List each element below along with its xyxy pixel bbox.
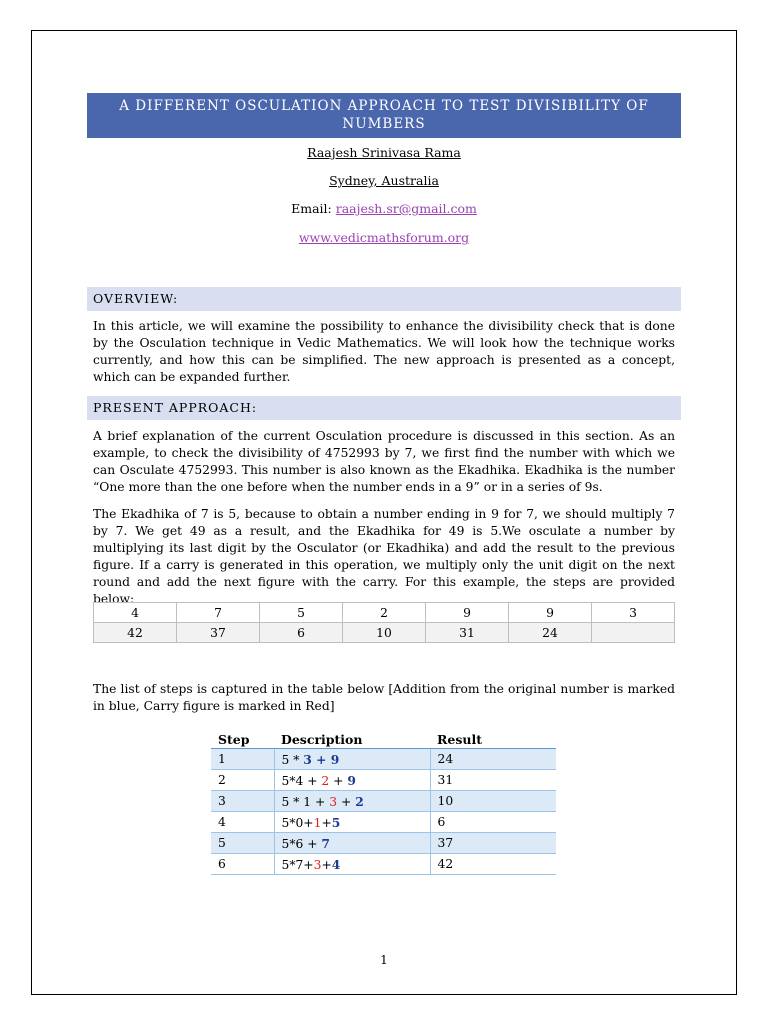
step-description [274, 812, 430, 833]
step-number: 1 [211, 749, 274, 770]
steps-table [211, 730, 556, 875]
email-link[interactable]: raajesh.sr@gmail.com [335, 201, 477, 216]
step-number: 2 [211, 770, 274, 791]
desc-text: 5*4 + [281, 773, 322, 788]
desc-text: + [321, 857, 332, 872]
step-description [274, 770, 430, 791]
step-result: 6 [430, 812, 556, 833]
step-number: 4 [211, 812, 274, 833]
digit-cell: 4 [94, 603, 177, 623]
step-description [274, 854, 430, 875]
added-figure: 4 [331, 856, 341, 872]
overview-heading: OVERVIEW: [87, 287, 681, 311]
result-cell: 42 [94, 623, 177, 643]
desc-text: 5*0+ [281, 815, 314, 830]
header-result: Result [430, 730, 556, 749]
present-paragraph-2: The Ekadhika of 7 is 5, because to obtain a number ending in 9 for 7, we should multiply 7 by 7. We get 49 as a result, and the Ekadhika for 49 is 5.We osculate a number by multiplying its last digit by the Osculator (or Ekadhika) and add the result to the previous figure. If a carry is generated in this operation, we multiply only the unit digit on the next round and add the next figure with the carry. For this example, the steps are provided below: [93, 507, 675, 606]
desc-text: 5 * [281, 752, 304, 767]
desc-text: 5*7+ [281, 857, 314, 872]
step-result: 42 [430, 854, 556, 875]
added-figure: 5 [331, 814, 341, 830]
digit-cell: 3 [592, 603, 675, 623]
added-figure: 2 [355, 793, 364, 809]
step-result: 37 [430, 833, 556, 854]
table-row [211, 854, 556, 875]
carry-figure: 1 [313, 815, 322, 830]
overview-paragraph: In this article, we will examine the possibility to enhance the divisibility check that is done by the Osculation technique in Vedic Mathematics. We will look how the technique works currently, and how this can be simplified. The new approach is presented as a concept, which can be expanded further. [93, 319, 675, 384]
desc-text: + [329, 773, 348, 788]
desc-text: + [321, 815, 332, 830]
desc-text: 5 * 1 + [281, 794, 330, 809]
desc-text: + [337, 794, 356, 809]
carry-figure: 3 [313, 857, 322, 872]
step-result: 31 [430, 770, 556, 791]
author-location: Sydney, Australia [329, 173, 439, 188]
digit-cell: 2 [343, 603, 426, 623]
step-description [274, 833, 430, 854]
author-name: Raajesh Srinivasa Rama [307, 145, 461, 160]
table-row [211, 770, 556, 791]
table-row [211, 791, 556, 812]
step-description [274, 791, 430, 812]
header-description: Description [274, 730, 430, 749]
step-number: 6 [211, 854, 274, 875]
table-row [211, 833, 556, 854]
added-figure: 9 [347, 772, 356, 788]
header-step: Step [211, 730, 274, 749]
step-number: 5 [211, 833, 274, 854]
result-cell: 31 [426, 623, 509, 643]
page-number: 1 [380, 953, 388, 967]
document-title: A DIFFERENT OSCULATION APPROACH TO TEST DIVISIBILITY OF NUMBERS [87, 93, 681, 138]
present-paragraph-1: A brief explanation of the current Osculation procedure is discussed in this section. As an example, to check the divisibility of 4752993 by 7, we first find the number with which we can Osculate 4752993. This number is also known as the Ekadhika. Ekadhika is the number “One more than the one before when the number ends in a 9” or in a series of 9s. [93, 429, 675, 494]
digit-cell: 5 [260, 603, 343, 623]
result-cell [592, 623, 675, 643]
desc-text: 5*6 + [281, 836, 322, 851]
result-cell: 6 [260, 623, 343, 643]
present-approach-heading: PRESENT APPROACH: [87, 396, 681, 420]
result-cell: 37 [177, 623, 260, 643]
carry-figure: 3 [329, 794, 338, 809]
digit-cell: 7 [177, 603, 260, 623]
steps-intro-paragraph: The list of steps is captured in the table below [Addition from the original number is marked in blue, Carry figure is marked in Red] [93, 682, 675, 713]
step-description [274, 749, 430, 770]
digits-row [94, 603, 675, 623]
step-number: 3 [211, 791, 274, 812]
step-result: 10 [430, 791, 556, 812]
table-row [211, 749, 556, 770]
digit-cell: 9 [509, 603, 592, 623]
website-link[interactable]: www.vedicmathsforum.org [298, 230, 470, 245]
email-label: Email: [291, 201, 332, 216]
added-figure: 7 [321, 835, 330, 851]
result-cell: 10 [343, 623, 426, 643]
results-row [94, 623, 675, 643]
digit-cell: 9 [426, 603, 509, 623]
website-line [87, 230, 681, 245]
carry-figure: 2 [321, 773, 330, 788]
table-row [211, 812, 556, 833]
osculation-digits-table [93, 602, 675, 643]
result-cell: 24 [509, 623, 592, 643]
email-line [87, 201, 681, 216]
step-result: 24 [430, 749, 556, 770]
steps-header-row [211, 730, 556, 749]
added-figure: 3 + 9 [303, 751, 340, 767]
